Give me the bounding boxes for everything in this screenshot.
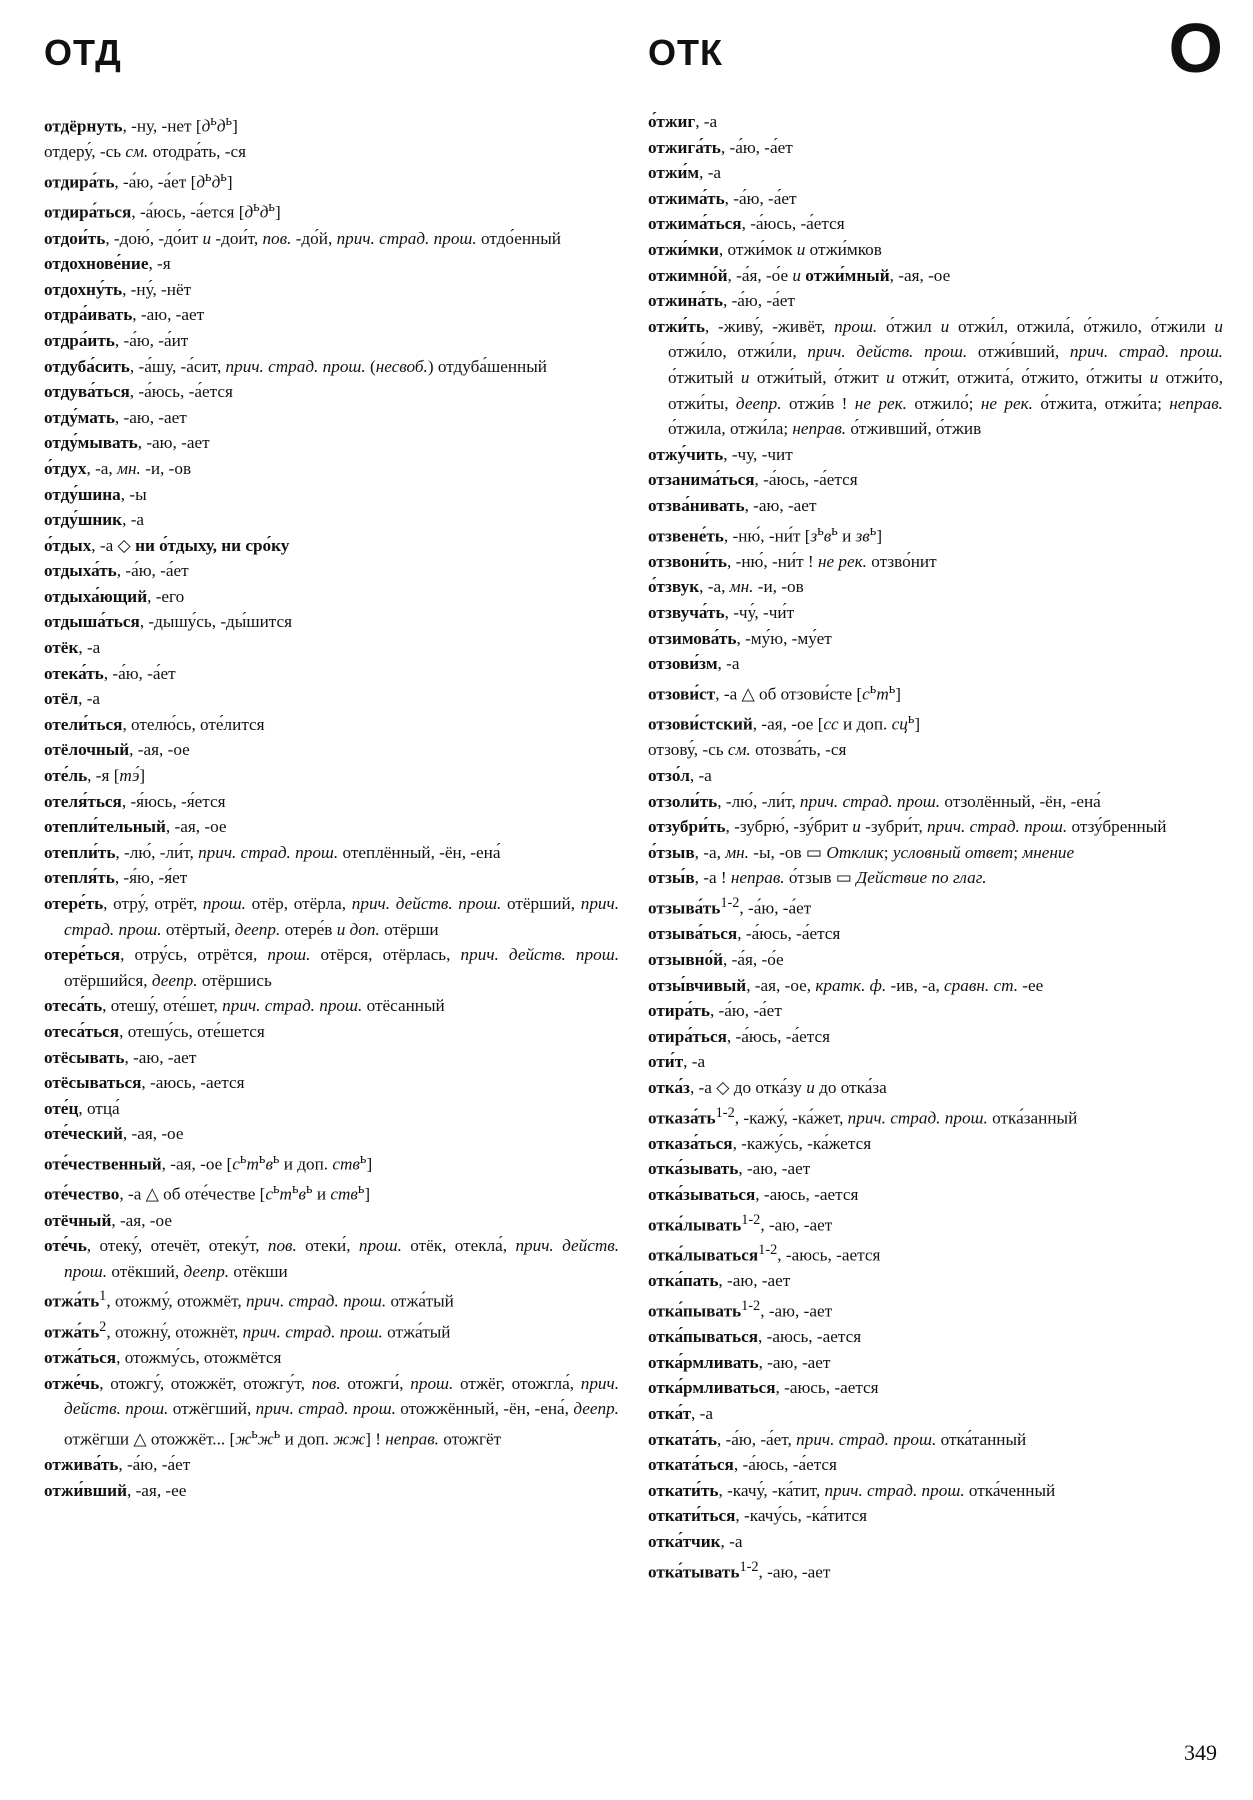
dictionary-entry: отдохну́ть, -ну́, -нёт (44, 279, 192, 299)
dictionary-entry: отёсываться, -аюсь, -ается (44, 1073, 245, 1093)
dictionary-entry: отка́тчик, -а (648, 1531, 743, 1551)
dictionary-entry: отзва́нивать, -аю, -ает (648, 495, 817, 515)
dictionary-entry: отёсывать, -аю, -ает (44, 1047, 197, 1067)
dictionary-entry: оте́чественный, -ая, -ое [$с^ьт^ьв^ь$ и доп. ств$^ь$] (44, 1150, 373, 1174)
dictionary-entry: отжима́ться, -а́юсь, -а́ется (648, 214, 845, 234)
dictionary-entry: отзы́вчивый, -ая, -ое, кратк. ф. -ив, -а, сравн. ст. -ее (648, 975, 1044, 995)
dictionary-entry: отка́лывать$^{1-2}$, -аю, -ает (648, 1211, 833, 1235)
dictionary-entry: отзанима́ться, -а́юсь, -а́ется (648, 470, 858, 490)
dictionary-entry: отзы́в, -а ! неправ. о́тзыв ▭ Действие по глаг. (648, 868, 987, 888)
dictionary-entry: $отказа́ть^{1-2}$, -кажу́, -ка́жет, прич. страд. прош. отка́занный (648, 1104, 1078, 1128)
page-number: 349 (1184, 1740, 1217, 1765)
dictionary-entry: отдеру́, -сь см. отодра́ть, -ся (44, 142, 247, 162)
dictionary-entry: оте́чь, отеку́, отечёт, отеку́т, пов. отеки́, прош. отёк, отекла́, прич. действ. прош. отёкший, деепр. отёкши (44, 1236, 619, 1281)
dictionary-entry: отката́ть, -а́ю, -а́ет, прич. страд. прош. отка́танный (648, 1429, 1027, 1449)
dictionary-entry: отжима́ть, -а́ю, -а́ет (648, 188, 797, 208)
dictionary-entry: отдои́ть, -дою́, -до́ит и -дои́т, пов. -до́й, прич. страд. прош. отдо́енный (44, 228, 561, 248)
dictionary-entry: отка́зываться, -аюсь, -ается (648, 1185, 859, 1205)
dictionary-entry: отеля́ться, -я́юсь, -я́ется (44, 791, 226, 811)
dictionary-entry: отду́шина, -ы (44, 484, 147, 504)
dictionary-entry: отзубри́ть, -зубрю́, -зу́брит и -зубри́т, прич. страд. прош. отзу́бренный (648, 817, 1167, 837)
running-head-right: ОТК (648, 32, 723, 73)
dictionary-entry: отказа́ться, -кажу́сь, -ка́жется (648, 1133, 872, 1153)
dictionary-entry: отжива́ть, -а́ю, -а́ет (44, 1455, 191, 1475)
dictionary-entry: отзови́ст, -а △ об отзови́сте $[с^ьт^ь]$ (648, 680, 902, 704)
dictionary-entry: отдыха́ющий, -его (44, 586, 185, 606)
dictionary-entry: отзвони́ть, -ню́, -ни́т ! не рек. отзво́нит (648, 551, 937, 571)
dictionary-entry: отжи́м, -а (648, 163, 722, 183)
dictionary-entry: отка́рмливаться, -аюсь, -ается (648, 1378, 879, 1398)
dictionary-entry: отепли́тельный, -ая, -ое (44, 817, 227, 837)
dictionary-entry: отели́ться, отелю́сь, оте́лится (44, 714, 265, 734)
dictionary-entry: отдира́ться, -а́юсь, -а́ется $[д^ьд^ь]$ (44, 199, 281, 222)
dictionary-entry: о́тдых, -а ◇ ни о́тдыху, ни сро́ку (44, 535, 290, 555)
dictionary-entry: отжи́вший, -ая, -ее (44, 1480, 187, 1500)
dictionary-entry: отду́шник, -а (44, 510, 145, 530)
dictionary-entry: отдра́ить, -а́ю, -а́ит (44, 330, 189, 350)
dictionary-entry: отка́лываться$^{1-2}$, -аюсь, -ается (648, 1241, 881, 1265)
dictionary-entry: отека́ть, -а́ю, -а́ет (44, 663, 176, 683)
dictionary-entry: оти́т, -а (648, 1052, 706, 1072)
dictionary-entry: отжи́мки, отжи́мок и отжи́мков (648, 239, 882, 259)
dictionary-entry: отка́т, -а (648, 1403, 713, 1423)
dictionary-entry: отка́пывать$^{1-2}$, -аю, -ает (648, 1297, 833, 1321)
dictionary-entry: отепля́ть, -я́ю, -я́ет (44, 868, 188, 888)
dictionary-entry: отёк, -а (44, 638, 101, 658)
dictionary-entry: отка́пываться, -аюсь, -ается (648, 1327, 862, 1347)
dictionary-entry: отёчный, -ая, -ое (44, 1210, 172, 1230)
dictionary-entry: отира́ть, -а́ю, -а́ет (648, 1001, 782, 1021)
dictionary-entry: отдохнове́ние, -я (44, 254, 171, 274)
dictionary-entry: оте́чество, -а △ об оте́честве [$с^ьт^ьв^ь$ и ств$^ь$] (44, 1181, 371, 1205)
dictionary-entry: отёл, -а (44, 689, 101, 709)
right-column (648, 109, 1223, 1585)
dictionary-entry: отира́ться, -а́юсь, -а́ется (648, 1026, 830, 1046)
dictionary-entry: отдыша́ться, -дышу́сь, -ды́шится (44, 612, 293, 632)
dictionary-entry: отка́тывать$^{1-2}$, -аю, -ает (648, 1558, 831, 1582)
dictionary-entry: отепли́ть, -лю́, -ли́т, прич. страд. прош. отеплённый, -ён, -ена́ (44, 842, 501, 862)
dictionary-entry: о́тзвук, -а, мн. -и, -ов (648, 577, 804, 597)
dictionary-entry: отдёрнуть, -ну, -нет $[д^ьд^ь]$ (44, 113, 238, 136)
dictionary-entry: о́тдух, -а, мн. -и, -ов (44, 458, 192, 478)
dictionary-entry: отдуба́сить, -а́шу, -а́сит, прич. страд. прош. (несвоб.) отдуба́шенный (44, 356, 548, 376)
left-column (44, 109, 619, 1503)
dictionary-entry: отеса́ться, отешу́сь, оте́шется (44, 1021, 265, 1041)
dictionary-entry: оте́ц, отца́ (44, 1098, 120, 1118)
dictionary-entry: отере́ться, отру́сь, отрётся, прош. отёрся, отёрлась, прич. действ. прош. отёршийся, деепр. отёршись (44, 945, 619, 990)
dictionary-entry: отдува́ться, -а́юсь, -а́ется (44, 382, 233, 402)
dictionary-entry: отка́з, -а ◇ до отка́зу и до отка́за (648, 1077, 887, 1097)
dictionary-entry: отзывно́й, -а́я, -о́е (648, 949, 784, 969)
dictionary-entry: отзо́л, -а (648, 766, 712, 786)
dictionary-entry: отзвене́ть, -ню́, -ни́т [$з^ьв^ь$ и $зв^ь$] (648, 522, 883, 546)
dictionary-entry: отдира́ть, -а́ю, -а́ет $[д^ьд^ь]$ (44, 168, 233, 192)
dictionary-entry: отзыва́ться, -а́юсь, -а́ется (648, 924, 841, 944)
dictionary-entry: отере́ть, отру́, отрёт, прош. отёр, отёрла, прич. действ. прош. отёрший, прич. страд. прош. отёртый, деепр. отере́в и доп. отёрши (44, 894, 620, 939)
dictionary-entry: отка́зывать, -аю, -ает (648, 1159, 811, 1179)
dictionary-entry: $отзыва́ть^{1-2}$, -а́ю, -а́ет (648, 895, 812, 918)
dictionary-entry: отзоли́ть, -лю́, -ли́т, прич. страд. прош. отзолённый, -ён, -ена́ (648, 791, 1101, 811)
dictionary-entry: отка́пать, -аю, -ает (648, 1271, 791, 1291)
dictionary-entry: отжига́ть, -а́ю, -а́ет (648, 137, 793, 157)
dictionary-entry: отзови́зм, -а (648, 654, 740, 674)
dictionary-entry: о́тжиг, -а (648, 112, 718, 131)
dictionary-entry: отжи́ть, -живу́, -живёт, прош. о́тжил и отжи́л, отжила́, о́тжило, о́тжили и отжи́ло, отжи́ли, прич. действ. прош. отжи́вший, прич. страд. прош. о́тжитый и отжи́тый, о́тжит и отжи́т, отжита́, о́тжито, о́тжиты и отжи́то, отжи́ты, деепр. отжи́в ! не рек. отжило́; не рек. о́тжита, отжи́та; неправ. о́тжила, отжи́ла; неправ. о́тживший, о́тжив (648, 316, 1224, 439)
dictionary-entry: отжа́ться, отожму́сь, отожмётся (44, 1348, 282, 1368)
dictionary-entry: откати́ться, -качу́сь, -ка́тится (648, 1506, 868, 1526)
dictionary-entry: отдыха́ть, -а́ю, -а́ет (44, 561, 189, 581)
running-head-left: ОТД (44, 32, 122, 73)
section-letter: О (1168, 9, 1223, 87)
dictionary-entry: отдра́ивать, -аю, -ает (44, 305, 205, 325)
dictionary-entry: отже́чь, отожгу́, отожжёт, отожгу́т, пов. отожги́, прош. отжёг, отожгла́, прич. действ. прош. отжёгший, прич. страд. прош. отожжённый, -ён, -ена́, деепр. отжёгши △ отожжёт... [$ж^ьж^ь$ и доп. жж] ! неправ. отожгёт (44, 1373, 619, 1449)
dictionary-entry: отзвуча́ть, -чу́, -чи́т (648, 603, 795, 623)
dictionary-entry: о́тзыв, -а, мн. -ы, -ов ▭ Отклик; условный ответ; мнение (648, 842, 1075, 862)
dictionary-entry: отду́мать, -аю, -ает (44, 407, 187, 427)
dictionary-entry: отзови́стский, -ая, -ое [сс и доп. $сц^ь$] (648, 711, 921, 734)
dictionary-entry: отду́мывать, -аю, -ает (44, 433, 210, 453)
dictionary-entry: отёлочный, -ая, -ое (44, 740, 190, 760)
dictionary-entry: откати́ть, -качу́, -ка́тит, прич. страд. прош. отка́ченный (648, 1480, 1056, 1500)
dictionary-entry: отката́ться, -а́юсь, -а́ется (648, 1455, 837, 1475)
dictionary-entry: отжу́чить, -чу, -чит (648, 444, 793, 464)
dictionary-entry: отжимно́й, -а́я, -о́е и отжи́мный, -ая, -ое (648, 265, 951, 285)
dictionary-entry: $отжа́ть^2$, отожну́, отожнёт, прич. страд. прош. отжа́тый (44, 1318, 451, 1342)
dictionary-entry: $отжа́ть^1$, отожму́, отожмёт, прич. страд. прош. отжа́тый (44, 1288, 454, 1312)
dictionary-entry: отеса́ть, отешу́, оте́шет, прич. страд. прош. отёсанный (44, 996, 445, 1016)
dictionary-entry: отжина́ть, -а́ю, -а́ет (648, 291, 795, 311)
dictionary-entry: отзову́, -сь см. отозва́ть, -ся (648, 740, 847, 760)
dictionary-entry: оте́ческий, -ая, -ое (44, 1124, 184, 1144)
dictionary-entry: оте́ль, -я [тэ́] (44, 766, 146, 786)
dictionary-entry: отка́рмливать, -аю, -ает (648, 1352, 831, 1372)
dictionary-entry: отзимова́ть, -му́ю, -му́ет (648, 628, 832, 648)
